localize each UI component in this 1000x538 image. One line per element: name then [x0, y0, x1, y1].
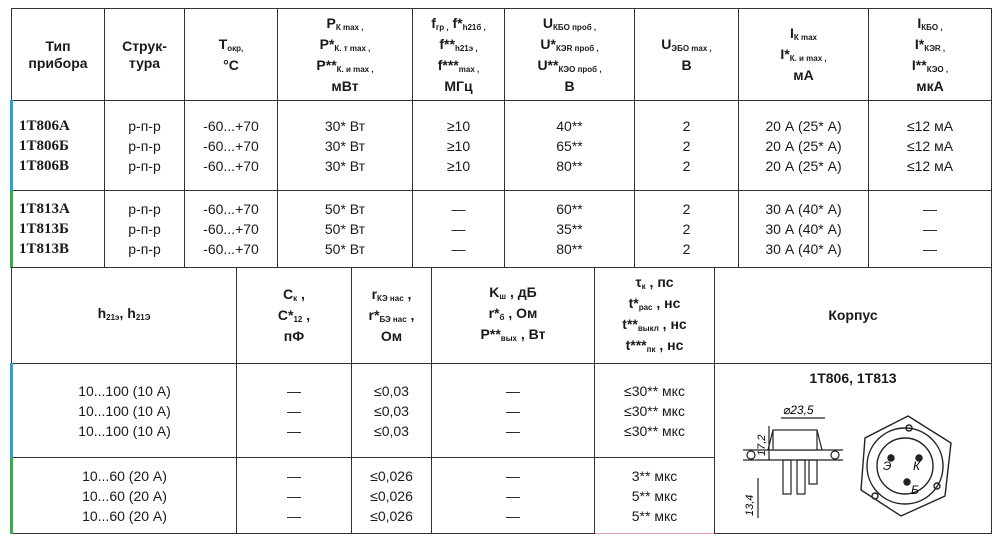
- structure-cell: р-п-р р-п-р р-п-р: [105, 101, 185, 191]
- device-names-1t813: 1Т813А 1Т813Б 1Т813В: [12, 191, 105, 268]
- uebo-cell: 2 2 2: [635, 191, 739, 268]
- header-ikbo: $I_{КБО ,}$ $I*_{КЭR ,}$ $I**_{КЭО ,}$ мкА: [869, 9, 992, 101]
- header-time: $\tau_к$ , пс $t*_{рас}$ , нс $t**_{выкл}$ , нс $t***_{пк}$ , нс: [595, 268, 715, 364]
- ukbo-cell: 40** 65** 80**: [505, 101, 635, 191]
- header-capacitance: $C_к$ , $C*_{12}$ , пФ: [237, 268, 352, 364]
- pin-label-collector: К: [913, 459, 921, 473]
- ik-cell: 30 А (40* А) 30 А (40* А) 30 А (40* А): [739, 191, 869, 268]
- frequency-cell: — — —: [413, 191, 505, 268]
- uebo-cell: 2 2 2: [635, 101, 739, 191]
- capacitance-cell: — — —: [237, 364, 352, 458]
- header-ukbo: $U_{КБО проб ,}$ $U*_{КЭR проб ,}$ $U**_{КЭО проб ,}$ В: [505, 9, 635, 101]
- header-structure: Струк- тура: [105, 9, 185, 101]
- capacitance-cell: — — —: [237, 458, 352, 534]
- table-row-1t813: [12, 191, 992, 268]
- ikbo-cell: ≤12 мА ≤12 мА ≤12 мА: [869, 101, 992, 191]
- header-uebo: $U_{ЭБО max ,}$ В: [635, 9, 739, 101]
- pin-dimension: 13,4: [744, 494, 756, 516]
- ikbo-cell: — — —: [869, 191, 992, 268]
- power-cell: 30* Вт 30* Вт 30* Вт: [278, 101, 413, 191]
- header-power: $P_{К max ,}$ $P*_{К. т max ,}$ $P**_{К. и max ,}$ мВт: [278, 9, 413, 101]
- height-dimension: 17,2: [756, 434, 768, 456]
- case-title: 1Т806, 1Т813: [809, 370, 897, 386]
- header-device-type: Тип прибора: [12, 9, 105, 101]
- header-row: [12, 9, 992, 101]
- header-case: Корпус: [715, 268, 992, 364]
- pin-label-base: Б: [911, 483, 919, 497]
- resistance-cell: ≤0,026 ≤0,026 ≤0,026: [352, 458, 432, 534]
- side-view: [743, 418, 843, 518]
- pin-label-emitter: Э: [883, 459, 892, 473]
- resistance-cell: ≤0,03 ≤0,03 ≤0,03: [352, 364, 432, 458]
- h21-cell: 10...100 (10 А) 10...100 (10 А) 10...100 (10 А): [12, 364, 237, 458]
- noise-cell: — — —: [432, 364, 595, 458]
- ik-cell: 20 А (25* А) 20 А (25* А) 20 А (25* А): [739, 101, 869, 191]
- header-temperature: $T_{окр,}$ °C: [185, 9, 278, 101]
- device-names-1t806: 1Т806А 1Т806Б 1Т806В: [12, 101, 105, 191]
- temperature-cell: -60...+70 -60...+70 -60...+70: [185, 191, 278, 268]
- datasheet-page: [10, 8, 990, 530]
- table-row-1t806: [12, 101, 992, 191]
- header-row: [12, 268, 992, 364]
- top-view: [861, 416, 951, 516]
- ukbo-cell: 60** 35** 80**: [505, 191, 635, 268]
- h21-cell: 10...60 (20 А) 10...60 (20 А) 10...60 (20 А): [12, 458, 237, 534]
- main-parameters-table: [10, 8, 992, 268]
- case-drawing-cell: [715, 364, 992, 534]
- table-row-1t806: [12, 364, 992, 458]
- power-cell: 50* Вт 50* Вт 50* Вт: [278, 191, 413, 268]
- time-cell-highlighted: 3** мкс 5** мкс 5** мкс: [595, 458, 715, 534]
- frequency-cell: ≥10 ≥10 ≥10: [413, 101, 505, 191]
- header-frequency: $f_{гр ,}$ $f*_{h21б ,}$ $f**_{h21э ,}$ $f***_{max ,}$ МГц: [413, 9, 505, 101]
- noise-cell: — — —: [432, 458, 595, 534]
- diameter-dimension: ⌀23,5: [783, 403, 814, 417]
- header-h21: $h_{21э}$, $h_{21Э}$: [12, 268, 237, 364]
- time-cell: ≤30** мкс ≤30** мкс ≤30** мкс: [595, 364, 715, 458]
- temperature-cell: -60...+70 -60...+70 -60...+70: [185, 101, 278, 191]
- header-noise: $K_ш$ , дБ $r*_б$ , Ом $P**_{вых}$ , Вт: [432, 268, 595, 364]
- header-ik: $I_{К max}$ $I*_{К. и max ,}$ мА: [739, 9, 869, 101]
- header-resistance: $r_{КЭ нас}$ , $r*_{БЭ нас}$ , Ом: [352, 268, 432, 364]
- structure-cell: р-п-р р-п-р р-п-р: [105, 191, 185, 268]
- secondary-parameters-table: [10, 267, 992, 534]
- case-outline-drawing: [733, 388, 973, 528]
